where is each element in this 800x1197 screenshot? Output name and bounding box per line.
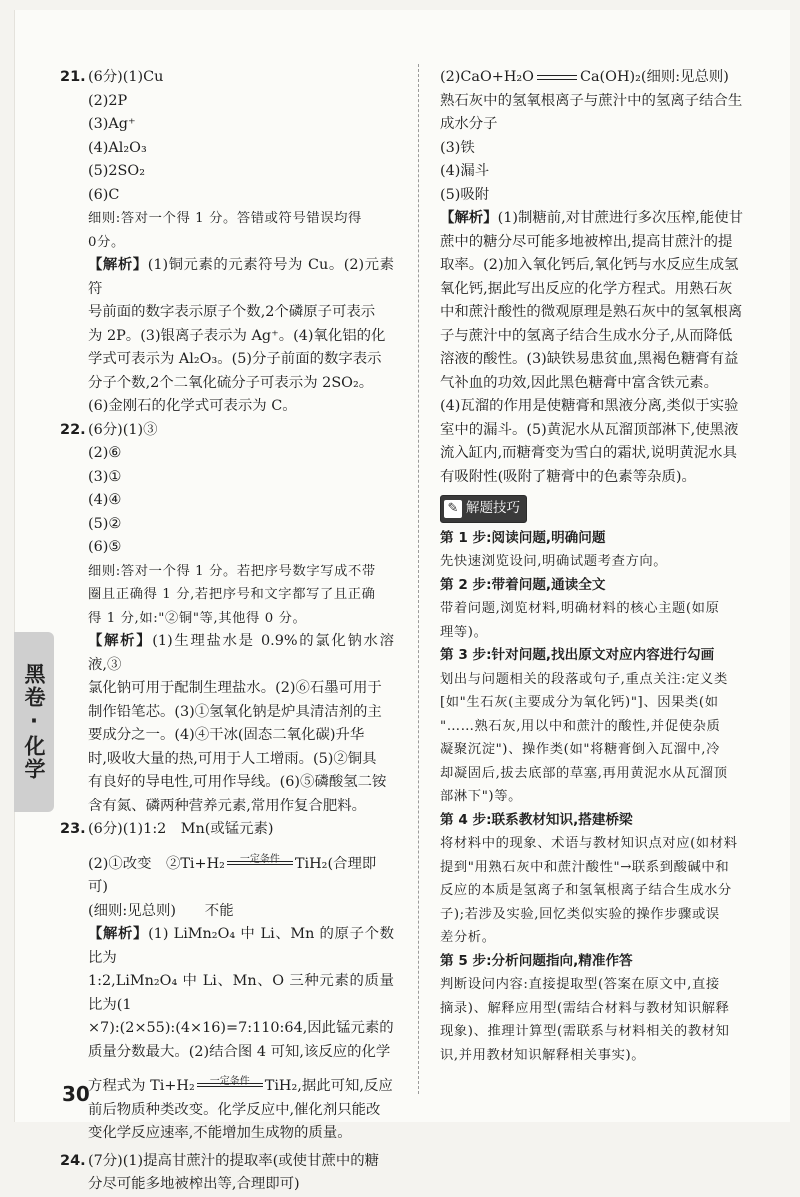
step-body-line: 判断设问内容:直接提取型(答案在原文中,直接 bbox=[440, 977, 720, 992]
answer-line: (6分)(1)③ bbox=[88, 421, 158, 438]
question-number: 23. bbox=[60, 821, 86, 837]
explanation-line: 流入缸内,而糖膏变为雪白的霜状,说明黄泥水具 bbox=[440, 445, 737, 461]
explanation-line: (4)瓦溜的作用是使糖膏和黑液分离,类似于实验 bbox=[440, 398, 739, 414]
explanation-line: (1)生理盐水是 0.9%的氯化钠水溶液,③ bbox=[88, 633, 394, 673]
reaction-arrow bbox=[195, 1070, 265, 1094]
step-body-line: 理等)。 bbox=[440, 624, 488, 640]
explanation-line: 有吸附性(吸附了糖膏中的色素等杂质)。 bbox=[440, 468, 696, 485]
note-line: 得 1 分,如:"②铜"等,其他得 0 分。 bbox=[88, 610, 307, 626]
step-body-line: 识,并用教材知识解释相关事实)。 bbox=[440, 1047, 646, 1063]
explanation-line: 变化学反应速率,不能增加生成物的质量。 bbox=[88, 1125, 352, 1141]
step-title: 第 3 步:针对问题,找出原文对应内容进行勾画 bbox=[440, 647, 715, 663]
answer-line: 分尽可能多地被榨出等,合理即可) bbox=[88, 1176, 300, 1192]
answer-line: (2)2P bbox=[88, 92, 128, 109]
equation-left: (2)CaO+H₂O bbox=[440, 69, 534, 85]
question-number: 21. bbox=[60, 69, 86, 85]
right-column bbox=[440, 66, 770, 1067]
explanation-line: ×7):(2×55):(4×16)=7:110:64,因此锰元素的 bbox=[88, 1020, 394, 1036]
explanation bbox=[60, 923, 394, 1146]
answer-line: (6)⑤ bbox=[88, 539, 122, 555]
step-4 bbox=[440, 809, 770, 950]
note-line: 0分。 bbox=[88, 234, 125, 250]
step-title: 第 1 步:阅读问题,明确问题 bbox=[440, 529, 606, 546]
scoring-note bbox=[60, 207, 394, 254]
explanation-line: 氧化钙,据此写出反应的化学方程式。用熟石灰 bbox=[440, 280, 733, 297]
answer-line: (3)① bbox=[88, 468, 122, 485]
explanation-line: 溶液的酸性。(3)缺铁易患贫血,黑褐色糖膏有益 bbox=[440, 351, 739, 367]
answer-line: (6分)(1)Cu bbox=[88, 69, 164, 85]
step-body-line: [如"生石灰(主要成分为氧化钙)"]、因果类(如 bbox=[440, 695, 719, 710]
explanation-line: (1) LiMn₂O₄ 中 Li、Mn 的原子个数比为 bbox=[88, 926, 394, 966]
step-body-line: 将材料中的现象、术语与教材知识点对应(如材料 bbox=[440, 836, 738, 851]
explanation-line: 前后物质种类改变。化学反应中,催化剂只能改 bbox=[88, 1101, 381, 1118]
answer-line: (6分)(1)1:2 Mn(或锰元素) bbox=[88, 821, 274, 837]
step-3 bbox=[440, 644, 770, 809]
step-body-line: 先快速浏览设问,明确试题考查方向。 bbox=[440, 554, 668, 569]
pencil-icon: ✎ bbox=[444, 500, 462, 518]
explanation-line: 室中的漏斗。(5)黄泥水从瓦溜顶部淋下,使黑液 bbox=[440, 421, 739, 438]
explanation-line: 取率。(2)加入氧化钙后,氧化钙与水反应生成氢 bbox=[440, 257, 739, 273]
answer-line: (3)Ag⁺ bbox=[88, 116, 136, 132]
explanation-line: 要成分之一。(4)④干冰(固态二氧化碳)升华 bbox=[88, 727, 365, 743]
explanation-label: 【解析】 bbox=[440, 210, 498, 226]
answer-line: (4)Al₂O₃ bbox=[88, 139, 147, 156]
step-body-line: 摘录)、解释应用型(需结合材料与教材知识解释 bbox=[440, 1000, 730, 1016]
explanation-line: (1)铜元素的元素符号为 Cu。(2)元素符 bbox=[88, 257, 394, 297]
tips-badge bbox=[440, 495, 527, 523]
step-body-line: 划出与问题相关的段落或句子,重点关注:定义类 bbox=[440, 671, 728, 687]
step-body-line: 部淋下")等。 bbox=[440, 789, 522, 804]
side-tab bbox=[14, 632, 54, 812]
column-divider bbox=[418, 64, 419, 1094]
explanation bbox=[440, 207, 770, 489]
reaction-condition: 一定条件 bbox=[239, 853, 280, 865]
explanation-line: 时,吸收大量的热,可用于人工增雨。(5)②铜具 bbox=[88, 750, 377, 767]
step-1 bbox=[440, 527, 770, 574]
answer-line: (细则:见总则) 不能 bbox=[88, 902, 234, 919]
explanation-line: 有良好的导电性,可用作导线。(6)⑤磷酸氢二铵 bbox=[88, 774, 387, 790]
equation-right: TiH₂(合理即可) bbox=[88, 855, 377, 895]
answer-line: (5)② bbox=[88, 515, 122, 532]
explanation-line: 氯化钠可用于配制生理盐水。(2)⑥石墨可用于 bbox=[88, 680, 382, 696]
explanation-line: 子与蔗汁中的氢离子结合生成水分子,从而降低 bbox=[440, 327, 733, 344]
question-22 bbox=[60, 419, 394, 560]
left-column bbox=[60, 66, 394, 1197]
answer-line: 成水分子 bbox=[440, 116, 498, 132]
explanation-line: 含有氮、磷两种营养元素,常用作复合肥料。 bbox=[88, 797, 366, 814]
explanation-line: 质量分数最大。(2)结合图 4 可知,该反应的化学 bbox=[88, 1043, 391, 1060]
step-body-line: 现象)、推理计算型(需联系与材料相关的教材知 bbox=[440, 1024, 730, 1039]
answer-line: (5)2SO₂ bbox=[88, 163, 145, 179]
explanation-line: 1:2,LiMn₂O₄ 中 Li、Mn、O 三种元素的质量比为(1 bbox=[88, 973, 394, 1013]
explanation-line: 中和蔗汁酸性的微观原理是熟石灰中的氢氧根离 bbox=[440, 304, 743, 320]
note-line: 细则:答对一个得 1 分。若把序号数字写成不带 bbox=[88, 563, 376, 579]
answer-line: 熟石灰中的氢氧根离子与蔗汁中的氢离子结合生 bbox=[440, 92, 743, 109]
step-title: 第 2 步:带着问题,通读全文 bbox=[440, 576, 606, 593]
question-21 bbox=[60, 66, 394, 207]
explanation bbox=[60, 630, 394, 818]
explanation-label: 【解析】 bbox=[88, 633, 153, 649]
reaction-condition: 一定条件 bbox=[209, 1076, 250, 1087]
step-body-line: 却凝固后,拔去底部的草塞,再用黄泥水从瓦溜顶 bbox=[440, 765, 728, 781]
step-5 bbox=[440, 950, 770, 1068]
explanation-line bbox=[88, 1070, 394, 1099]
answer-line: (4)漏斗 bbox=[440, 163, 490, 179]
question-23 bbox=[60, 818, 394, 923]
explanation bbox=[60, 254, 394, 419]
step-body-line: 子);若涉及实验,回忆类似实验的操作步骤或误 bbox=[440, 906, 720, 922]
step-body-line: 反应的本质是氢离子和氢氧根离子结合生成水分 bbox=[440, 883, 732, 898]
answer-line: (6)C bbox=[88, 186, 120, 203]
step-body-line: 差分析。 bbox=[440, 930, 496, 945]
equation-right: TiH₂,据此可知,反应 bbox=[264, 1078, 393, 1094]
page-number: 30 bbox=[62, 1082, 90, 1106]
equation-left: 方程式为 Ti+H₂ bbox=[88, 1078, 195, 1094]
explanation-line: 蔗中的糖分尽可能多地被榨出,提高甘蔗汁的提 bbox=[440, 233, 733, 250]
explanation-line: 制作铅笔芯。(3)①氢氧化钠是炉具清洁剂的主 bbox=[88, 703, 382, 720]
equals-sign bbox=[537, 75, 577, 80]
explanation-line: 号前面的数字表示原子个数,2个磷原子可表示 bbox=[88, 304, 376, 320]
step-body-line: 提到"用熟石灰中和蔗汁酸性"→联系到酸碱中和 bbox=[440, 859, 730, 875]
explanation-line: 学式可表示为 Al₂O₃。(5)分子前面的数字表示 bbox=[88, 351, 382, 367]
answer-line bbox=[88, 848, 394, 900]
scoring-note bbox=[60, 560, 394, 631]
explanation-line: 分子个数,2个二氧化硫分子可表示为 2SO₂。 bbox=[88, 374, 374, 391]
note-line: 细则:答对一个得 1 分。答错或符号错误均得 bbox=[88, 211, 362, 226]
answer-line: (2)⑥ bbox=[88, 445, 122, 461]
explanation-line: (6)金刚石的化学式可表示为 C。 bbox=[88, 398, 297, 414]
question-number: 22. bbox=[60, 421, 86, 438]
step-title: 第 4 步:联系教材知识,搭建桥梁 bbox=[440, 811, 633, 828]
explanation-line: (1)制糖前,对甘蔗进行多次压榨,能使甘 bbox=[497, 210, 743, 226]
step-2 bbox=[440, 574, 770, 645]
side-tab-label: 黑卷·化学 bbox=[22, 663, 46, 781]
equation-left: (2)①改变 ②Ti+H₂ bbox=[88, 855, 225, 872]
equation-right: Ca(OH)₂(细则:见总则) bbox=[579, 69, 729, 85]
answer-line: (3)铁 bbox=[440, 139, 475, 156]
question-number: 24. bbox=[60, 1152, 86, 1169]
reaction-arrow bbox=[225, 848, 295, 872]
step-body-line: "……熟石灰,用以中和蔗汁的酸性,并促使杂质 bbox=[440, 718, 721, 734]
question-24 bbox=[60, 1150, 394, 1197]
explanation-line: 气补血的功效,因此黑色糖膏中富含铁元素。 bbox=[440, 374, 718, 391]
step-body-line: 凝聚沉淀")、操作类(如"将糖膏倒入瓦溜中,冷 bbox=[440, 742, 720, 757]
step-body-line: 带着问题,浏览材料,明确材料的核心主题(如原 bbox=[440, 601, 720, 616]
answer-line: (4)④ bbox=[88, 492, 122, 508]
note-line: 圈且正确得 1 分,若把序号和文字都写了且正确 bbox=[88, 587, 376, 602]
equation-line bbox=[440, 66, 770, 90]
tips-label: 解题技巧 bbox=[466, 500, 520, 516]
step-title: 第 5 步:分析问题指向,精准作答 bbox=[440, 952, 633, 969]
answer-line: (7分)(1)提高甘蔗汁的提取率(或使甘蔗中的糖 bbox=[88, 1152, 380, 1169]
explanation-label: 【解析】 bbox=[88, 926, 149, 942]
answer-line: (5)吸附 bbox=[440, 186, 490, 203]
explanation-line: 为 2P。(3)银离子表示为 Ag⁺。(4)氧化铝的化 bbox=[88, 327, 386, 344]
explanation-label: 【解析】 bbox=[88, 257, 148, 273]
